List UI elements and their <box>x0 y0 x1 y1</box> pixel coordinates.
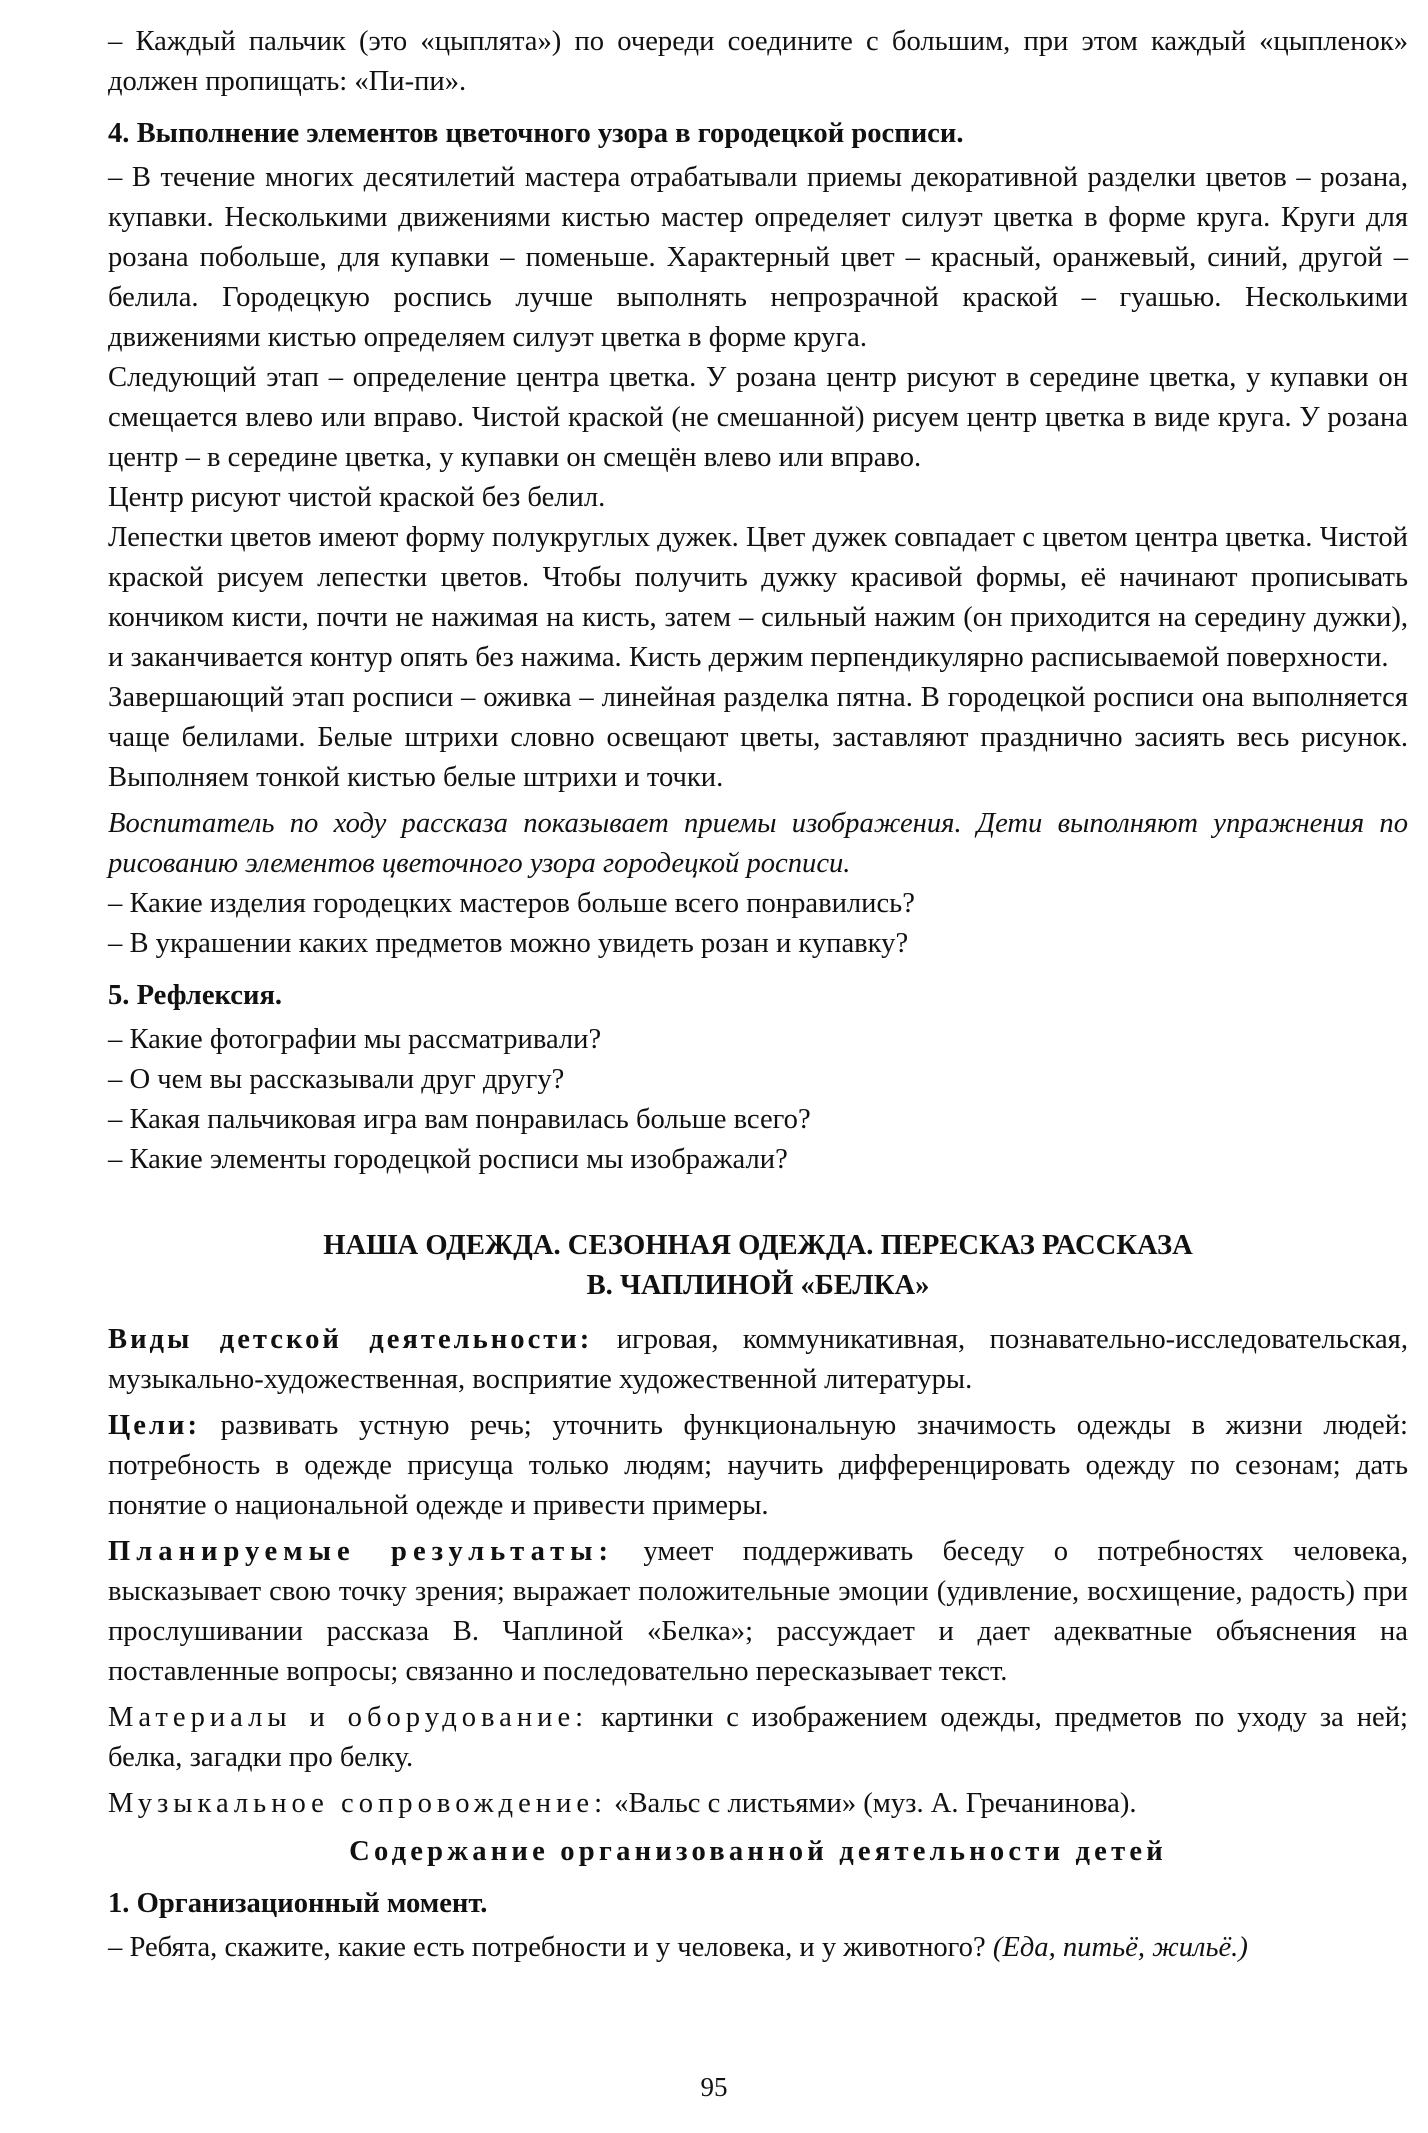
paragraph-text: – Ребята, скажите, какие есть потребности и у человека, и у животного? <box>108 1932 993 1963</box>
content-heading: Содержание организованной деятельности детей <box>349 1836 1167 1867</box>
planned-results-label: Планируемые результаты: <box>108 1536 615 1567</box>
planned-results <box>108 1532 1408 1692</box>
music-text: «Вальс с листьями» (муз. А. Гречанинова). <box>607 1788 1137 1819</box>
paragraph <box>108 1928 1408 1968</box>
activity-types-label: Виды детской деятельности: <box>108 1324 593 1355</box>
question: – О чем вы рассказывали друг другу? <box>108 1064 565 1095</box>
paragraph: – Каждый пальчик (это «цыплята») по очереди соедините с большим, при этом каждый «цыпленок» должен пропищать: «Пи-пи». <box>108 26 1408 97</box>
lesson-title-line: НАША ОДЕЖДА. СЕЗОННАЯ ОДЕЖДА. ПЕРЕСКАЗ РАССКАЗА <box>323 1230 1193 1261</box>
goals <box>108 1406 1408 1526</box>
paragraph: Лепестки цветов имеют форму полукруглых дужек. Цвет дужек совпадает с цветом центра цветка. Чистой краской рисуем лепестки цветов. Чтобы получить дужку красивой формы, её начинают прописывать кончиком кисти, почти не нажимая на кисть, затем – сильный нажим (он приходится на середину дужки), и заканчивается контур опять без нажима. Кисть держим перпендикулярно расписываемой поверхности. <box>108 522 1408 673</box>
goals-label: Цели: <box>108 1410 200 1441</box>
music-label: Музыкальное сопровождение: <box>108 1788 608 1819</box>
paragraph: Центр рисуют чистой краской без белил. <box>108 482 606 513</box>
lesson-title-line: В. ЧАПЛИНОЙ «БЕЛКА» <box>586 1270 930 1301</box>
answer-italic: (Еда, питьё, жильё.) <box>992 1932 1248 1963</box>
section-heading: 5. Рефлексия. <box>108 980 283 1011</box>
paragraph: Следующий этап – определение центра цветка. У розана центр рисуют в середине цветка, у купавки он смещается влево или вправо. Чистой краской (не смешанной) рисуем центр цветка в виде круга. У розана центр – в середине цветка, у купавки он смещён влево или вправо. <box>108 362 1408 473</box>
lesson-title <box>108 1226 1408 1306</box>
question: – Какие элементы городецкой росписи мы изображали? <box>108 1144 788 1175</box>
section-heading: 1. Организационный момент. <box>108 1888 488 1919</box>
activity-types <box>108 1320 1408 1400</box>
materials-label: Материалы и оборудование: <box>108 1702 589 1733</box>
section-heading: 4. Выполнение элементов цветочного узора в городецкой росписи. <box>108 118 964 149</box>
activity-types-text: игровая, коммуникативная, познавательно-исследовательская, музыкально-художественная, восприятие художественной литературы. <box>108 1324 1408 1395</box>
materials <box>108 1698 1408 1778</box>
paragraph: Завершающий этап росписи – оживка – линейная разделка пятна. В городецкой росписи она выполняется чаще белилами. Белые штрихи словно освещают цветы, заставляют празднично засиять весь рисунок. Выполняем тонкой кистью белые штрихи и точки. <box>108 682 1408 793</box>
materials-text: картинки с изображением одежды, предметов по уходу за ней; белка, загадки про белку. <box>108 1702 1408 1773</box>
document-page <box>108 22 1408 1968</box>
music <box>108 1784 1408 1824</box>
planned-results-text: умеет поддерживать беседу о потребностях человека, высказывает свою точку зрения; выражает положительные эмоции (удивление, восхищение, радость) при прослушивании рассказа В. Чаплиной «Белка»; рассуждает и дает адекватные объяснения на поставленные вопросы; связанно и последовательно пересказывает текст. <box>108 1536 1408 1687</box>
question: – Какие изделия городецких мастеров больше всего понравились? <box>108 888 915 919</box>
question: – Какие фотографии мы рассматривали? <box>108 1024 602 1055</box>
italic-note: Воспитатель по ходу рассказа показывает приемы изображения. Дети выполняют упражнения по рисованию элементов цветочного узора городецкой росписи. <box>108 808 1408 879</box>
question: – Какая пальчиковая игра вам понравилась больше всего? <box>108 1104 811 1135</box>
question: – В украшении каких предметов можно увидеть розан и купавку? <box>108 928 909 959</box>
goals-text: развивать устную речь; уточнить функциональную значимость одежды в жизни людей: потребность в одежде присуща только людям; научить дифференцировать одежду по сезонам; дать понятие о национальной одежде и привести примеры. <box>108 1410 1408 1521</box>
paragraph: – В течение многих десятилетий мастера отрабатывали приемы декоративной разделки цветов – розана, купавки. Несколькими движениями кистью мастер определяет силуэт цветка в форме круга. Круги для розана побольше, для купавки – поменьше. Характерный цвет – красный, оранжевый, синий, другой – белила. Городецкую роспись лучше выполнять непрозрачной краской – гуашью. Несколькими движениями кистью определяем силуэт цветка в форме круга. <box>108 162 1408 353</box>
page-number: 95 <box>700 2072 728 2102</box>
